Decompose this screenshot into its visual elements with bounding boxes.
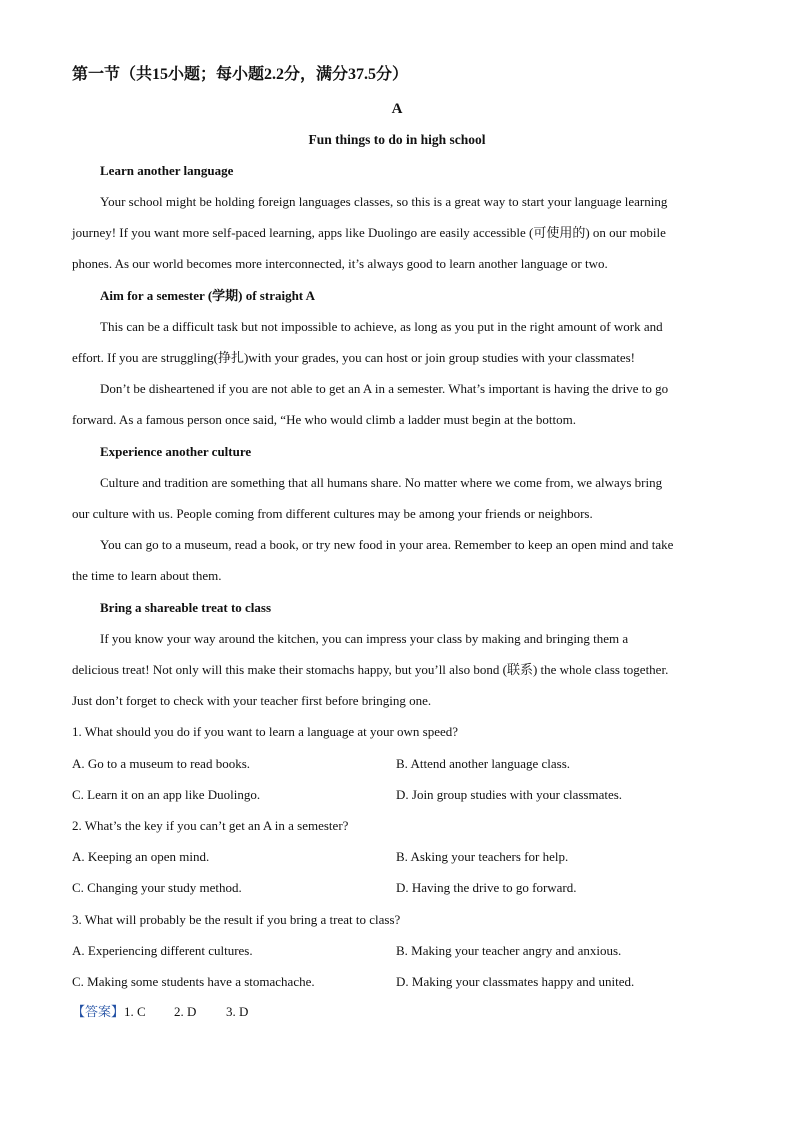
answer-item: 1. C [124, 1004, 146, 1019]
question-3-option-a: A. Experiencing different cultures. [72, 943, 253, 958]
question-3-option-c: C. Making some students have a stomachache. [72, 974, 315, 989]
question-1-option-b: B. Attend another language class. [396, 756, 571, 771]
section-header: 第一节（共15小题；每小题2.2分，满分37.5分） [72, 66, 409, 83]
question-1: 1. What should you do if you want to learn a language at your own speed? [72, 724, 459, 739]
paragraph-line: You can go to a museum, read a book, or try new food in your area. Remember to keep an open mind and take [100, 537, 674, 552]
passage-title: Fun things to do in high school [308, 132, 486, 147]
section-heading-culture: Experience another culture [100, 444, 252, 459]
paragraph-line: This can be a difficult task but not impossible to achieve, as long as you put in the right amount of work and [100, 319, 663, 334]
question-2-option-b: B. Asking your teachers for help. [396, 849, 569, 864]
answer-line [72, 1003, 248, 1021]
question-3-option-b: B. Making your teacher angry and anxious. [396, 943, 622, 958]
question-2: 2. What’s the key if you can’t get an A in a semester? [72, 818, 349, 833]
passage-letter: A [391, 101, 403, 117]
section-heading-treat: Bring a shareable treat to class [100, 600, 272, 615]
paragraph-line: our culture with us. People coming from different cultures may be among your friends or neighbors. [72, 506, 593, 521]
section-heading-semester: Aim for a semester (学期) of straight A [100, 288, 316, 303]
question-3: 3. What will probably be the result if you bring a treat to class? [72, 912, 401, 927]
paragraph-line: delicious treat! Not only will this make their stomachs happy, but you’ll also bond (联系) the whole class together. [72, 662, 669, 677]
paragraph-line: Culture and tradition are something that all humans share. No matter where we come from, we always bring [100, 475, 663, 490]
paragraph-line: the time to learn about them. [72, 568, 222, 583]
question-1-option-c: C. Learn it on an app like Duolingo. [72, 787, 261, 802]
paragraph-line: Your school might be holding foreign languages classes, so this is a great way to start your language learning [100, 194, 668, 209]
paragraph-line: If you know your way around the kitchen, you can impress your class by making and bringing them a [100, 631, 629, 646]
section-heading-language: Learn another language [100, 163, 234, 178]
question-2-option-d: D. Having the drive to go forward. [396, 880, 577, 895]
paragraph-line: Just don’t forget to check with your teacher first before bringing one. [72, 693, 432, 708]
question-2-option-a: A. Keeping an open mind. [72, 849, 210, 864]
answer-item: 2. D [174, 1004, 197, 1019]
question-3-option-d: D. Making your classmates happy and united. [396, 974, 635, 989]
paragraph-line: effort. If you are struggling(挣扎)with your grades, you can host or join group studies with your classmates! [72, 350, 635, 365]
paragraph-line: phones. As our world becomes more interconnected, it’s always good to learn another language or two. [72, 256, 608, 271]
paragraph-line: forward. As a famous person once said, “He who would climb a ladder must begin at the bottom. [72, 412, 576, 427]
paragraph-line: journey! If you want more self-paced learning, apps like Duolingo are easily accessible (可使用的) on our mobile [72, 225, 666, 240]
answer-label: 【答案】 [72, 1004, 125, 1019]
answer-item: 3. D [226, 1004, 249, 1019]
question-1-option-d: D. Join group studies with your classmates. [396, 787, 623, 802]
question-2-option-c: C. Changing your study method. [72, 880, 242, 895]
paragraph-line: Don’t be disheartened if you are not able to get an A in a semester. What’s important is having the drive to go [100, 381, 669, 396]
question-1-option-a: A. Go to a museum to read books. [72, 756, 251, 771]
